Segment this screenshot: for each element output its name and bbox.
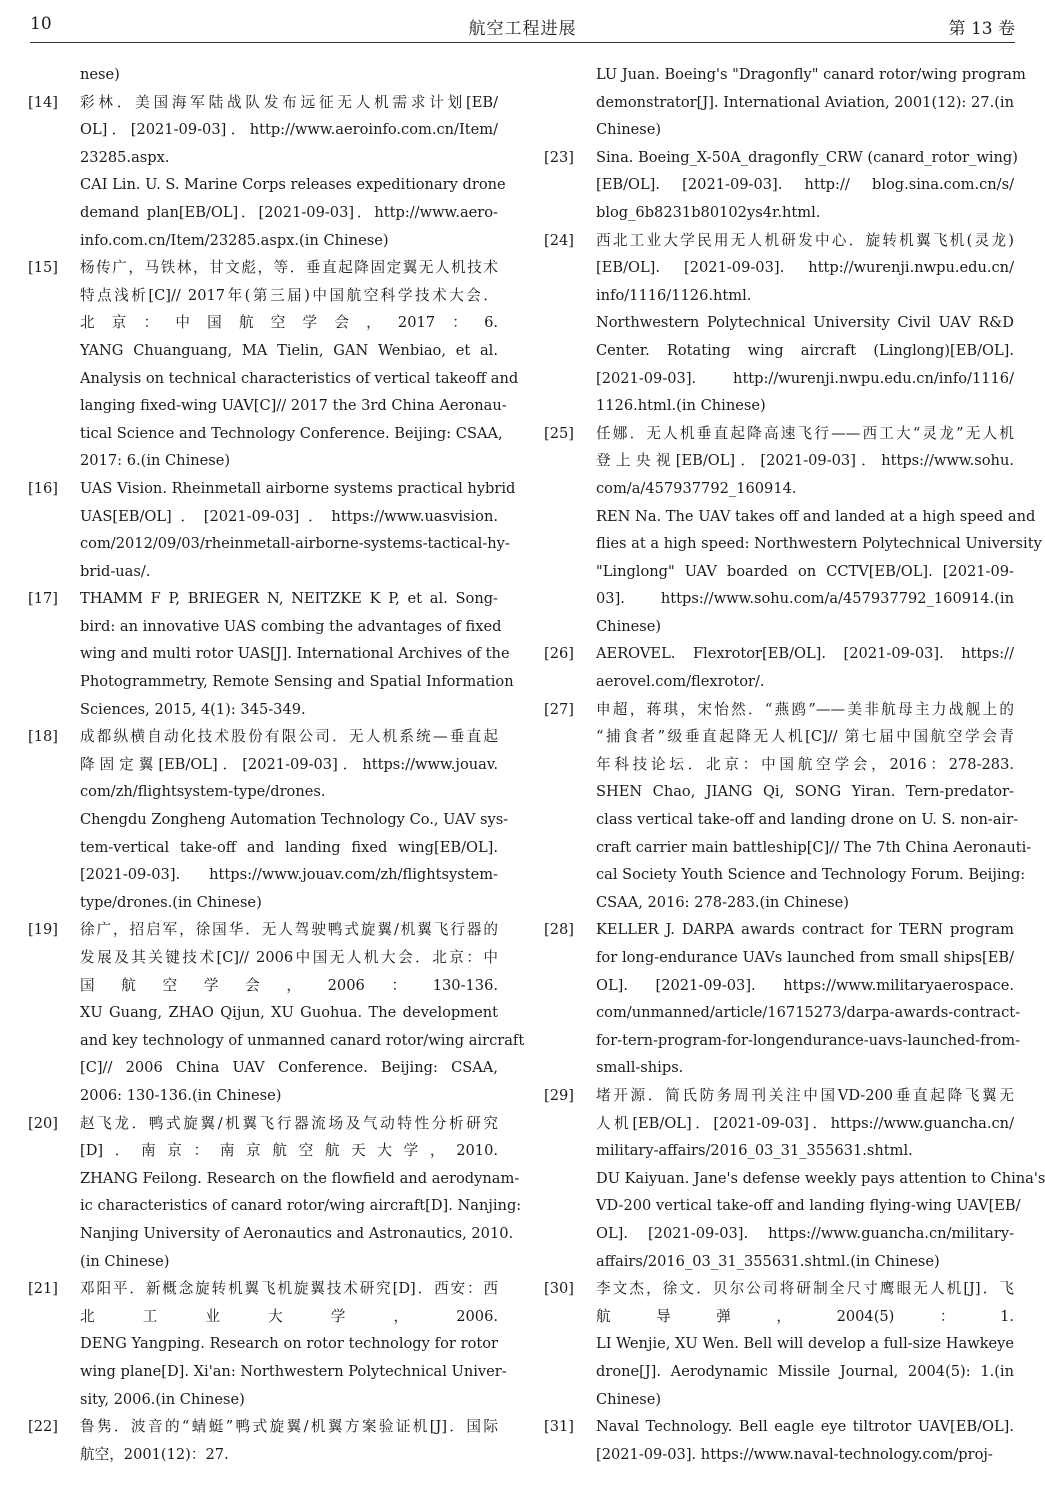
reference-line bbox=[28, 916, 498, 944]
reference-number: [20] bbox=[28, 1114, 58, 1132]
reference-line bbox=[554, 1165, 1045, 1193]
reference-line bbox=[554, 861, 1026, 889]
reference-text: 徐广，招启军，徐国华．无人驾驶鸭式旋翼/机翼飞行器的 bbox=[80, 921, 498, 939]
reference-text: 人机[EB/OL]．[2021-09-03]．https://www.guancha.cn/ bbox=[596, 1114, 1014, 1132]
reference-line bbox=[554, 171, 1014, 199]
reference-text: 堵开源．简氏防务周刊关注中国VD-200垂直起降飞翼无 bbox=[596, 1086, 1014, 1104]
reference-text: OL]. [2021-09-03]. https://www.guancha.cn/military- bbox=[596, 1224, 1014, 1242]
reference-number: [18] bbox=[28, 728, 58, 746]
reference-text: tical Science and Technology Conference. Beijing: CSAA, bbox=[80, 424, 503, 442]
reference-text: CSAA, 2016: 278-283.(in Chinese) bbox=[596, 893, 849, 911]
reference-text: 航空，2001(12)：27. bbox=[80, 1445, 229, 1463]
reference-text: langing fixed-wing UAV[C]// 2017 the 3rd China Aeronau- bbox=[80, 397, 507, 415]
reference-line bbox=[38, 668, 514, 696]
reference-entry bbox=[28, 1413, 498, 1468]
reference-line bbox=[38, 530, 510, 558]
reference-text: flies at a high speed: Northwestern Polytechnical University bbox=[596, 535, 1042, 553]
reference-line bbox=[38, 999, 498, 1027]
reference-number: [30] bbox=[544, 1280, 574, 1298]
reference-line bbox=[554, 1248, 1014, 1276]
reference-entry bbox=[28, 89, 506, 255]
reference-line bbox=[28, 1110, 498, 1138]
reference-text: 2006: 130-136.(in Chinese) bbox=[80, 1086, 282, 1104]
reference-text: OL]. [2021-09-03]. https://www.militaryaerospace. bbox=[596, 976, 1014, 994]
reference-text: com/a/457937792_160914. bbox=[596, 479, 797, 497]
reference-line bbox=[38, 420, 503, 448]
reference-line bbox=[554, 806, 1019, 834]
reference-entry bbox=[28, 254, 519, 475]
reference-text: 23285.aspx. bbox=[80, 148, 170, 166]
reference-line bbox=[554, 309, 1014, 337]
reference-line bbox=[554, 834, 1032, 862]
reference-line bbox=[544, 1413, 1014, 1441]
reference-entry bbox=[544, 1275, 1015, 1413]
reference-text: 国航空学会，2006：130-136. bbox=[80, 976, 498, 994]
reference-entry bbox=[544, 1082, 1045, 1275]
reference-line bbox=[544, 144, 1018, 172]
reference-line bbox=[544, 916, 1014, 944]
reference-number: [28] bbox=[544, 921, 574, 939]
reference-line bbox=[38, 1192, 522, 1220]
reference-line bbox=[554, 1054, 1014, 1082]
reference-line bbox=[544, 420, 1014, 448]
reference-text: Chinese) bbox=[596, 617, 662, 635]
reference-text: military-affairs/2016_03_31_355631.shtml. bbox=[596, 1142, 913, 1160]
volume-label: 第 13 卷 bbox=[948, 19, 1015, 39]
reference-text: nese) bbox=[80, 66, 120, 83]
reference-text: blog_6b8231b80102ys4r.html. bbox=[596, 203, 821, 221]
header-rule bbox=[30, 42, 1015, 43]
reference-number: [24] bbox=[544, 231, 574, 249]
reference-line bbox=[544, 696, 1014, 724]
reference-text: demand plan[EB/OL]．[2021-09-03]．http://www.aero- bbox=[80, 203, 498, 221]
reference-text: com/zh/flightsystem-type/drones. bbox=[80, 783, 326, 801]
reference-line bbox=[554, 723, 1014, 751]
reference-text: type/drones.(in Chinese) bbox=[80, 893, 262, 911]
reference-entry bbox=[28, 1275, 507, 1413]
reference-line bbox=[554, 1220, 1014, 1248]
reference-text: 03]. https://www.sohu.com/a/457937792_160914.(in bbox=[596, 590, 1014, 608]
reference-line bbox=[38, 61, 498, 89]
reference-text: UAS[EB/OL]．[2021-09-03]．https://www.uasvision. bbox=[80, 507, 498, 525]
reference-number: [15] bbox=[28, 259, 58, 277]
reference-text: AEROVEL. Flexrotor[EB/OL]. [2021-09-03]. https:// bbox=[596, 645, 1014, 663]
reference-text: 年科技论坛．北京：中国航空学会，2016：278-283. bbox=[596, 755, 1014, 773]
reference-text: REN Na. The UAV takes off and landed at a high speed and bbox=[596, 507, 1036, 525]
reference-text: class vertical take-off and landing drone on U. S. non-air- bbox=[596, 811, 1019, 829]
reference-line bbox=[554, 254, 1014, 282]
reference-line bbox=[544, 227, 1014, 255]
reference-text: DENG Yangping. Research on rotor technology for rotor bbox=[80, 1335, 498, 1353]
reference-text: Nanjing University of Aeronautics and Astronautics, 2010. bbox=[80, 1224, 514, 1242]
reference-text: KELLER J. DARPA awards contract for TERN program bbox=[596, 921, 1014, 939]
reference-line bbox=[38, 861, 498, 889]
reference-text: brid-uas/. bbox=[80, 562, 151, 580]
reference-line bbox=[38, 806, 509, 834]
reference-text: “捕食者”级垂直起降无人机[C]// 第七届中国航空学会青 bbox=[596, 728, 1014, 746]
reference-line bbox=[38, 365, 519, 393]
reference-line bbox=[38, 1441, 498, 1469]
reference-line bbox=[554, 447, 1014, 475]
reference-number: [16] bbox=[28, 479, 58, 497]
reference-text: 邓阳平．新概念旋转机翼飞机旋翼技术研究[D]．西安：西 bbox=[80, 1280, 498, 1298]
reference-line bbox=[28, 1413, 498, 1441]
reference-text: 北京：中国航空学会，2017：6. bbox=[80, 314, 498, 332]
reference-text: LU Juan. Boeing's "Dragonfly" canard rotor/wing program bbox=[596, 66, 1026, 83]
reference-entry bbox=[554, 61, 1026, 144]
reference-text: 登上央视[EB/OL]．[2021-09-03]．https://www.sohu. bbox=[596, 452, 1014, 470]
reference-text: small-ships. bbox=[596, 1059, 684, 1077]
reference-line bbox=[38, 889, 498, 917]
reference-text: XU Guang, ZHAO Qijun, XU Guohua. The development bbox=[80, 1004, 498, 1022]
reference-line bbox=[38, 1386, 498, 1414]
reference-line bbox=[38, 116, 498, 144]
reference-entry bbox=[544, 916, 1021, 1082]
reference-line bbox=[554, 778, 1014, 806]
reference-text: CAI Lin. U. S. Marine Corps releases expeditionary drone bbox=[80, 176, 506, 194]
reference-text: Chinese) bbox=[596, 1390, 662, 1408]
reference-text: aerovel.com/flexrotor/. bbox=[596, 673, 765, 691]
reference-number: [27] bbox=[544, 700, 574, 718]
reference-line bbox=[38, 751, 498, 779]
reference-line bbox=[554, 558, 1014, 586]
page-header bbox=[30, 12, 1015, 42]
reference-number: [26] bbox=[544, 645, 574, 663]
reference-text: cal Society Youth Science and Technology Forum. Beijing: bbox=[596, 866, 1026, 884]
reference-line bbox=[38, 1082, 498, 1110]
reference-entry bbox=[28, 475, 516, 585]
reference-text: 西北工业大学民用无人机研发中心．旋转机翼飞机(灵龙) bbox=[596, 231, 1014, 249]
reference-line bbox=[28, 475, 516, 503]
reference-number: [21] bbox=[28, 1280, 58, 1298]
reference-text: YANG Chuanguang, MA Tielin, GAN Wenbiao, et al. bbox=[80, 341, 498, 359]
reference-line bbox=[38, 1303, 498, 1331]
reference-text: Analysis on technical characteristics of vertical takeoff and bbox=[80, 369, 519, 387]
reference-number: [25] bbox=[544, 424, 574, 442]
reference-text: SHEN Chao, JIANG Qi, SONG Yiran. Tern-predator- bbox=[596, 783, 1014, 801]
reference-text: 李文杰，徐文．贝尔公司将研制全尺寸鹰眼无人机[J]．飞 bbox=[596, 1280, 1014, 1298]
reference-line bbox=[38, 1165, 520, 1193]
reference-text: "Linglong" UAV boarded on CCTV[EB/OL]. [2021-09- bbox=[596, 562, 1014, 580]
reference-text: [2021-09-03]. http://wurenji.nwpu.edu.cn/info/1116/ bbox=[596, 369, 1014, 387]
reference-line bbox=[38, 696, 498, 724]
reference-line bbox=[554, 337, 1014, 365]
reference-text: com/unmanned/article/16715273/darpa-awards-contract- bbox=[596, 1004, 1021, 1022]
reference-text: and key technology of unmanned canard rotor/wing aircraft bbox=[80, 1031, 525, 1049]
reference-text: 鲁隽．波音的“蜻蜓”鸭式旋翼/机翼方案验证机[J]．国际 bbox=[80, 1418, 498, 1436]
reference-text: VD-200 vertical take-off and landing flying-wing UAV[EB/ bbox=[596, 1197, 1021, 1215]
reference-entry bbox=[28, 1110, 522, 1276]
reference-text: THAMM F P, BRIEGER N, NEITZKE K P, et al. Song- bbox=[80, 590, 498, 608]
reference-line bbox=[38, 171, 506, 199]
reference-column-right bbox=[544, 61, 1045, 1468]
reference-text: Northwestern Polytechnical University Civil UAV R&D bbox=[596, 314, 1014, 332]
reference-line bbox=[554, 1330, 1014, 1358]
reference-entry bbox=[38, 61, 498, 89]
reference-line bbox=[38, 944, 498, 972]
reference-line bbox=[544, 1082, 1014, 1110]
reference-line bbox=[28, 585, 498, 613]
reference-line bbox=[38, 392, 507, 420]
reference-text: sity, 2006.(in Chinese) bbox=[80, 1390, 245, 1408]
reference-line bbox=[28, 89, 498, 117]
reference-text: info.com.cn/Item/23285.aspx.(in Chinese) bbox=[80, 231, 389, 249]
reference-line bbox=[28, 1275, 498, 1303]
journal-title: 航空工程进展 bbox=[468, 19, 577, 39]
reference-text: ic characteristics of canard rotor/wing aircraft[D]. Nanjing: bbox=[80, 1197, 522, 1215]
reference-text: 2017: 6.(in Chinese) bbox=[80, 452, 231, 470]
reference-text: craft carrier main battleship[C]// The 7th China Aeronauti- bbox=[596, 838, 1032, 856]
page-number: 10 bbox=[30, 14, 52, 34]
reference-text: [C]// 2006 China UAV Conference. Beijing: CSAA, bbox=[80, 1059, 498, 1077]
reference-line bbox=[38, 503, 498, 531]
reference-text: Naval Technology. Bell eagle eye tiltrotor UAV[EB/OL]. bbox=[596, 1418, 1014, 1436]
reference-number: [31] bbox=[544, 1418, 574, 1436]
reference-text: Center. Rotating wing aircraft (Linglong)[EB/OL]. bbox=[596, 341, 1014, 359]
reference-number: [29] bbox=[544, 1086, 574, 1104]
reference-line bbox=[554, 282, 1014, 310]
reference-number: [22] bbox=[28, 1418, 58, 1436]
reference-line bbox=[554, 1386, 1014, 1414]
reference-line bbox=[554, 199, 1014, 227]
reference-text: [2021-09-03]. https://www.naval-technology.com/proj- bbox=[596, 1445, 993, 1463]
reference-text: Photogrammetry, Remote Sensing and Spatial Information bbox=[80, 673, 514, 691]
reference-text: ZHANG Feilong. Research on the flowfield and aerodynam- bbox=[80, 1169, 520, 1187]
reference-text: 航导弹，2004(5)：1. bbox=[596, 1307, 1014, 1325]
reference-entry bbox=[544, 1413, 1014, 1468]
reference-line bbox=[554, 889, 1014, 917]
reference-text: for-tern-program-for-longendurance-uavs-launched-from- bbox=[596, 1031, 1021, 1049]
reference-entry bbox=[544, 227, 1014, 420]
reference-line bbox=[554, 530, 1042, 558]
reference-line bbox=[554, 944, 1014, 972]
reference-line bbox=[554, 89, 1014, 117]
reference-line bbox=[554, 751, 1014, 779]
reference-text: DU Kaiyuan. Jane's defense weekly pays attention to China's bbox=[596, 1169, 1045, 1187]
reference-text: Sina. Boeing_X-50A_dragonfly_CRW (canard_rotor_wing) bbox=[596, 148, 1018, 166]
reference-line bbox=[554, 1441, 1014, 1469]
reference-column-left bbox=[28, 61, 525, 1468]
reference-text: bird: an innovative UAS combing the advantages of fixed bbox=[80, 617, 502, 635]
reference-number: [14] bbox=[28, 93, 58, 111]
reference-line bbox=[38, 227, 498, 255]
reference-line bbox=[38, 1220, 514, 1248]
reference-line bbox=[554, 585, 1014, 613]
reference-text: Chinese) bbox=[596, 121, 662, 139]
reference-line bbox=[38, 778, 498, 806]
reference-line bbox=[38, 1248, 498, 1276]
reference-line bbox=[38, 1358, 507, 1386]
reference-line bbox=[554, 1303, 1014, 1331]
reference-text: affairs/2016_03_31_355631.shtml.(in Chinese) bbox=[596, 1252, 940, 1270]
reference-line bbox=[38, 337, 498, 365]
reference-text: info/1116/1126.html. bbox=[596, 286, 752, 304]
reference-text: [D]．南京：南京航空航天大学，2010. bbox=[80, 1142, 498, 1160]
reference-entry bbox=[544, 640, 1014, 695]
reference-text: 成都纵横自动化技术股份有限公司．无人机系统—垂直起 bbox=[80, 728, 498, 746]
reference-text: [EB/OL]. [2021-09-03]. http:// blog.sina.com.cn/s/ bbox=[596, 176, 1014, 194]
reference-entry bbox=[544, 420, 1042, 641]
reference-line bbox=[38, 1330, 498, 1358]
reference-line bbox=[554, 365, 1014, 393]
reference-line bbox=[38, 972, 498, 1000]
reference-text: demonstrator[J]. International Aviation, 2001(12): 27.(in bbox=[596, 93, 1014, 111]
reference-text: for long-endurance UAVs launched from small ships[EB/ bbox=[596, 949, 1014, 966]
reference-text: 杨传广，马铁林，甘文彪，等．垂直起降固定翼无人机技术 bbox=[80, 259, 498, 277]
reference-line bbox=[554, 1358, 1014, 1386]
reference-number: [23] bbox=[544, 148, 574, 166]
reference-line bbox=[38, 640, 510, 668]
reference-text: wing and multi rotor UAS[J]. International Archives of the bbox=[80, 645, 510, 663]
reference-text: com/2012/09/03/rheinmetall-airborne-systems-tactical-hy- bbox=[80, 535, 510, 553]
reference-line bbox=[554, 392, 1014, 420]
reference-text: 任娜．无人机垂直起降高速飞行——西工大“灵龙”无人机 bbox=[596, 424, 1014, 442]
reference-entry bbox=[28, 585, 514, 723]
reference-line bbox=[38, 613, 502, 641]
reference-line bbox=[28, 723, 498, 751]
reference-line bbox=[38, 834, 498, 862]
reference-text: 申超，蒋琪，宋怡然．“燕鸥”——美非航母主力战舰上的 bbox=[596, 700, 1014, 718]
reference-text: LI Wenjie, XU Wen. Bell will develop a full-size Hawkeye bbox=[596, 1335, 1015, 1353]
reference-text: Chengdu Zongheng Automation Technology Co., UAV sys- bbox=[80, 811, 509, 829]
reference-line bbox=[554, 61, 1026, 89]
reference-line bbox=[554, 613, 1014, 641]
reference-entry bbox=[544, 696, 1032, 917]
reference-text: Sciences, 2015, 4(1): 345-349. bbox=[80, 700, 306, 718]
reference-entry bbox=[28, 916, 525, 1109]
reference-line bbox=[38, 282, 498, 310]
reference-line bbox=[28, 254, 498, 282]
reference-line bbox=[554, 116, 1014, 144]
reference-text: 1126.html.(in Chinese) bbox=[596, 397, 766, 415]
reference-text: 特点浅析[C]// 2017年(第三届)中国航空科学技术大会． bbox=[80, 286, 498, 304]
reference-number: [19] bbox=[28, 921, 58, 939]
reference-line bbox=[554, 503, 1036, 531]
reference-text: [EB/OL]. [2021-09-03]. http://wurenji.nwpu.edu.cn/ bbox=[596, 259, 1014, 277]
reference-text: tem-vertical take-off and landing fixed wing[EB/OL]. bbox=[80, 838, 498, 856]
reference-line bbox=[554, 972, 1014, 1000]
reference-line bbox=[554, 1137, 1014, 1165]
reference-text: [2021-09-03]. https://www.jouav.com/zh/flightsystem- bbox=[80, 866, 498, 884]
reference-text: 发展及其关键技术[C]// 2006中国无人机大会．北京：中 bbox=[80, 949, 498, 966]
reference-line bbox=[38, 144, 498, 172]
reference-line bbox=[554, 1027, 1021, 1055]
reference-text: 北工业大学，2006. bbox=[80, 1307, 498, 1325]
reference-line bbox=[38, 447, 498, 475]
reference-text: 彩林．美国海军陆战队发布远征无人机需求计划[EB/ bbox=[80, 93, 498, 111]
reference-line bbox=[38, 309, 498, 337]
reference-line bbox=[38, 1054, 498, 1082]
reference-text: drone[J]. Aerodynamic Missile Journal, 2004(5): 1.(in bbox=[596, 1362, 1014, 1380]
reference-text: (in Chinese) bbox=[80, 1252, 170, 1270]
reference-text: OL]．[2021-09-03]．http://www.aeroinfo.com.cn/Item/ bbox=[80, 121, 498, 139]
reference-text: 赵飞龙．鸭式旋翼/机翼飞行器流场及气动特性分析研究 bbox=[80, 1114, 498, 1132]
reference-text: 降固定翼[EB/OL]．[2021-09-03]．https://www.jouav. bbox=[80, 755, 498, 773]
reference-text: UAS Vision. Rheinmetall airborne systems practical hybrid bbox=[80, 479, 516, 497]
reference-line bbox=[554, 1192, 1021, 1220]
reference-line bbox=[544, 1275, 1014, 1303]
reference-entry bbox=[544, 144, 1018, 227]
reference-text: wing plane[D]. Xi'an: Northwestern Polytechnical Univer- bbox=[80, 1362, 507, 1380]
reference-line bbox=[554, 1110, 1014, 1138]
reference-line bbox=[38, 1027, 525, 1055]
reference-number: [17] bbox=[28, 590, 58, 608]
reference-entry bbox=[28, 723, 509, 916]
reference-line bbox=[38, 199, 498, 227]
reference-line bbox=[544, 640, 1014, 668]
reference-line bbox=[554, 999, 1021, 1027]
reference-line bbox=[554, 668, 1014, 696]
reference-line bbox=[554, 475, 1014, 503]
reference-line bbox=[38, 558, 498, 586]
reference-line bbox=[38, 1137, 498, 1165]
